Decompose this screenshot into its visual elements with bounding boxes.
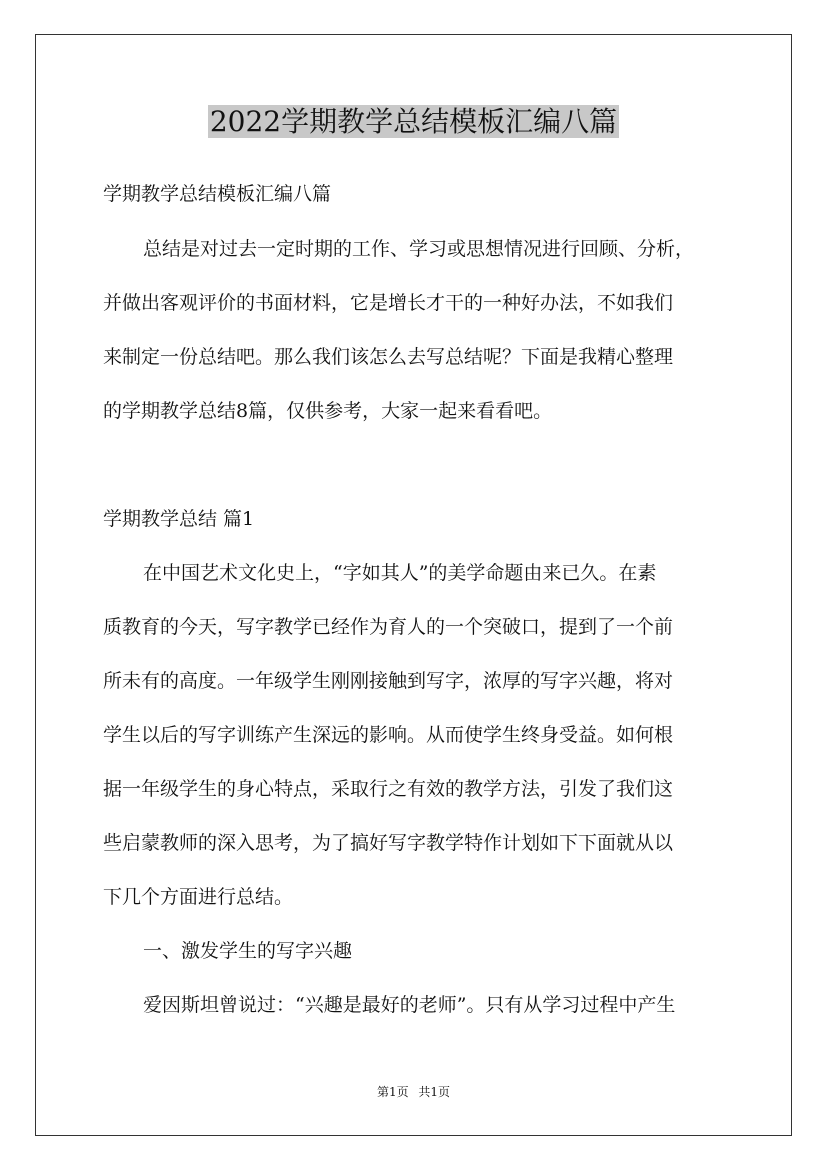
body-last-line: 爱因斯坦曾说过：“兴趣是最好的老师”。只有从学习过程中产生	[143, 994, 676, 1016]
document-title	[0, 102, 827, 142]
intro-line-1: 总结是对过去一定时期的工作、学习或思想情况进行回顾、分析，	[143, 238, 695, 260]
section-line-5: 据一年级学生的身心特点，采取行之有效的教学方法，引发了我们这	[103, 778, 674, 800]
section-line-7: 下几个方面进行总结。	[103, 886, 294, 908]
page-total: 共1页	[418, 1085, 451, 1099]
intro-line-3: 来制定一份总结吧。那么我们该怎么去写总结呢？下面是我精心整理	[103, 346, 674, 368]
section-line-2: 质教育的今天，写字教学已经作为育人的一个突破口，提到了一个前	[103, 616, 674, 638]
section-line-3: 所未有的高度。一年级学生刚刚接触到写字，浓厚的写字兴趣，将对	[103, 670, 674, 692]
page-number: 第1页	[376, 1085, 409, 1099]
document-subtitle: 学期教学总结模板汇编八篇	[103, 183, 332, 205]
section-line-1: 在中国艺术文化史上，“字如其人”的美学命题由来已久。在素	[143, 562, 657, 584]
intro-line-2: 并做出客观评价的书面材料，它是增长才干的一种好办法，不如我们	[103, 292, 674, 314]
section-line-4: 学生以后的写字训练产生深远的影响。从而使学生终身受益。如何根	[103, 724, 674, 746]
title-text: 2022学期教学总结模板汇编八篇	[209, 105, 618, 138]
subheading: 一、激发学生的写字兴趣	[143, 940, 353, 962]
intro-line-4: 的学期教学总结8篇，仅供参考，大家一起来看看吧。	[103, 400, 553, 422]
section-heading: 学期教学总结 篇1	[103, 508, 255, 530]
section-line-6: 些启蒙教师的深入思考，为了搞好写字教学特作计划如下下面就从以	[103, 832, 674, 854]
page-footer	[0, 1084, 827, 1100]
